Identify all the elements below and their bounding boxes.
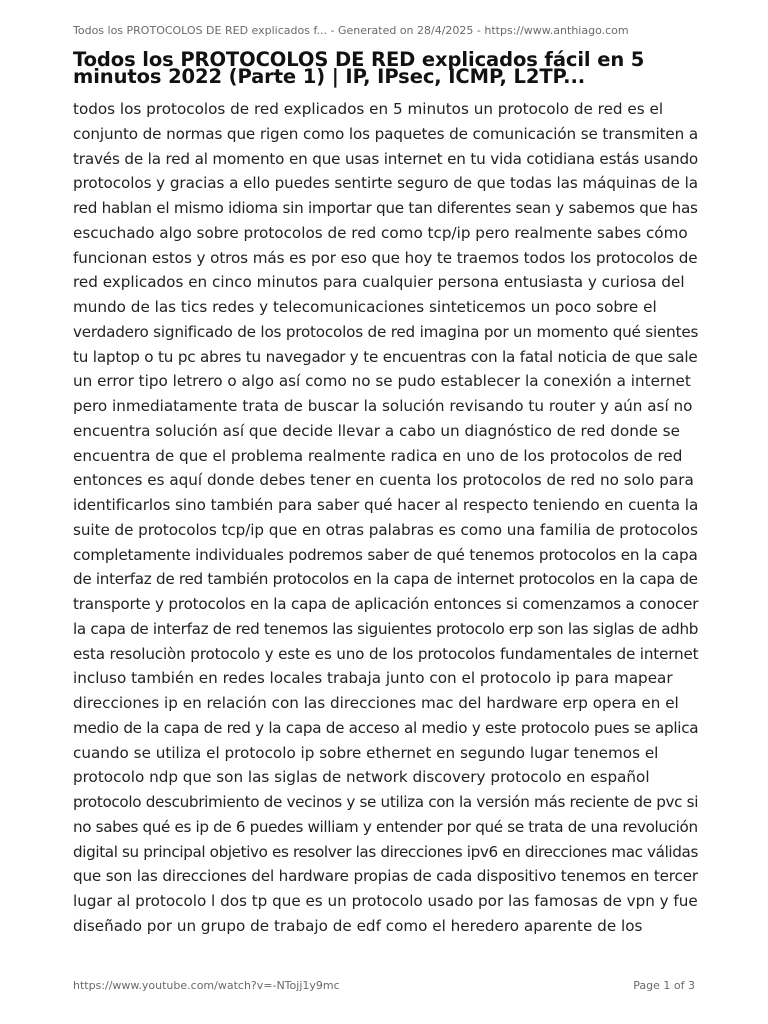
body-line: red explicados en cinco minutos para cualquier persona entusiasta y curiosa del (73, 273, 685, 292)
body-line: tu laptop o tu pc abres tu navegador y te encuentras con la fatal noticia de que sale (73, 347, 698, 366)
body-line: diseñado por un grupo de trabajo de edf como el heredero aparente de los (73, 916, 643, 935)
body-line: completamente individuales podremos saber de qué tenemos protocolos en la capa (73, 545, 698, 564)
body-line: transporte y protocolos en la capa de aplicación entonces si comenzamos a conocer (73, 595, 699, 613)
body-line: protocolo descubrimiento de vecinos y se utiliza con la versión más reciente de pvc si (73, 793, 699, 811)
footer-url: https://www.youtube.com/watch?v=-NTojj1y9mc (73, 979, 340, 992)
body-line: esta resoluciòn protocolo y este es uno de los protocolos fundamentales de internet (73, 644, 699, 663)
body-line: encuentra de que el problema realmente radica en uno de los protocolos de red (73, 446, 683, 465)
body-line: digital su principal objetivo es resolver las direcciones ipv6 en direcciones mac válidas (73, 842, 698, 861)
document-body (73, 97, 698, 939)
body-line: verdadero significado de los protocolos de red imagina por un momento qué sientes (73, 322, 699, 341)
body-line: funcionan estos y otros más es por eso que hoy te traemos todos los protocolos de (73, 248, 698, 267)
body-line: entonces es aquí donde debes tener en cuenta los protocolos de red no solo para (73, 471, 694, 490)
page-number: Page 1 of 3 (633, 979, 695, 992)
body-line: protocolo ndp que son las siglas de network discovery protocolo en español (73, 768, 650, 787)
body-line: suite de protocolos tcp/ip que en otras palabras es como una familia de protocolos (73, 520, 698, 539)
body-line: un error tipo letrero o algo así como no se pudo establecer la conexión a internet (73, 372, 691, 391)
body-line: encuentra solución así que decide llevar a cabo un diagnóstico de red donde se (73, 421, 680, 440)
body-line: de interfaz de red también protocolos en la capa de internet protocolos en la capa de (73, 570, 698, 589)
page-header: Todos los PROTOCOLOS DE RED explicados f... - Generated on 28/4/2025 - https://www.anthiago.com (73, 24, 629, 37)
body-line: todos los protocolos de red explicados en 5 minutos un protocolo de red es el (73, 100, 664, 118)
body-line: medio de la capa de red y la capa de acceso al medio y este protocolo pues se aplica (73, 718, 699, 737)
body-line: pero inmediatamente trata de buscar la solución revisando tu router y aún así no (73, 397, 693, 415)
body-line: protocolos y gracias a ello puedes sentirte seguro de que todas las máquinas de la (73, 174, 699, 193)
document-title: Todos los PROTOCOLOS DE RED explicados fácil en 5 minutos 2022 (Parte 1) | IP, IPsec, ICMP, L2TP... (73, 48, 645, 88)
body-line: conjunto de normas que rigen como los paquetes de comunicación se transmiten a (73, 124, 698, 143)
body-line: direcciones ip en relación con las direcciones mac del hardware erp opera en el (73, 694, 679, 712)
body-line: la capa de interfaz de red tenemos las siguientes protocolo erp son las siglas de adhb (73, 619, 699, 638)
body-line: red hablan el mismo idioma sin importar que tan diferentes sean y sabemos que has (73, 199, 698, 217)
body-line: cuando se utiliza el protocolo ip sobre ethernet en segundo lugar tenemos el (73, 743, 659, 762)
body-line: lugar al protocolo l dos tp que es un protocolo usado por las famosas de vpn y fue (73, 892, 698, 910)
body-line: no sabes qué es ip de 6 puedes william y entender por qué se trata de una revolución (73, 817, 698, 836)
body-line: través de la red al momento en que usas internet en tu vida cotidiana estás usando (73, 149, 699, 168)
body-line: mundo de las tics redes y telecomunicaciones sinteticemos un poco sobre el (73, 298, 657, 316)
body-line: escuchado algo sobre protocolos de red como tcp/ip pero realmente sabes cómo (73, 223, 688, 242)
body-line: que son las direcciones del hardware propias de cada dispositivo tenemos en tercer (73, 867, 698, 886)
body-line: identificarlos sino también para saber qué hacer al respecto teniendo en cuenta la (73, 496, 699, 514)
body-line: incluso también en redes locales trabaja junto con el protocolo ip para mapear (73, 669, 673, 688)
